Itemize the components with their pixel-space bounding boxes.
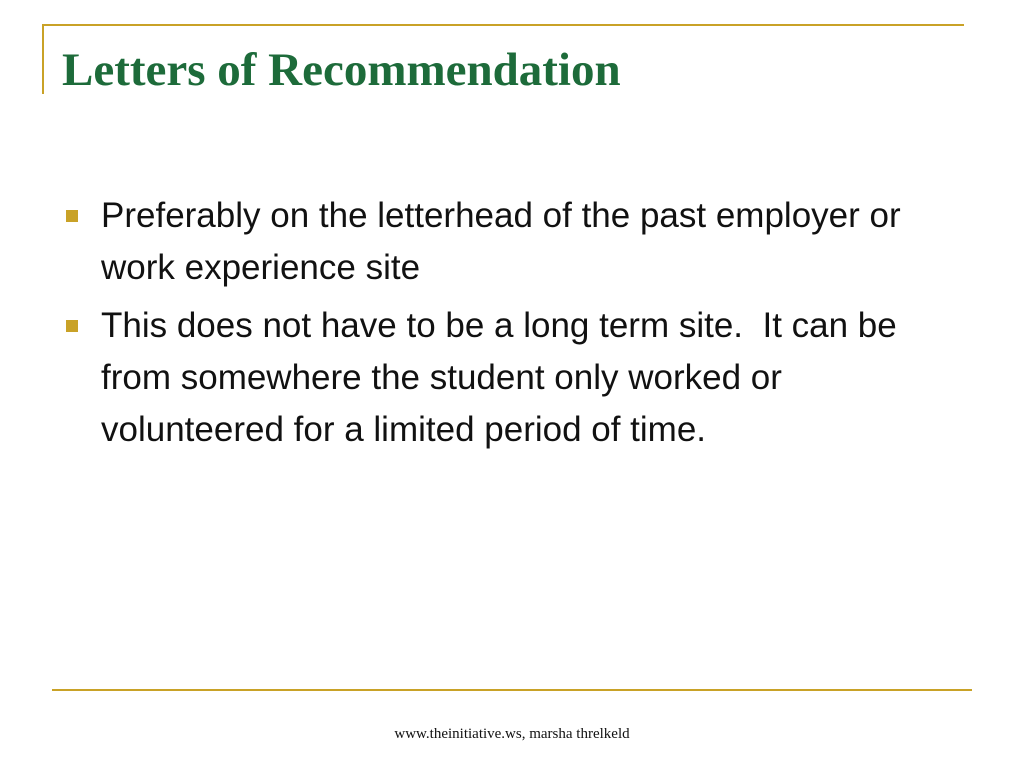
bullet-text: This does not have to be a long term site. It can be from somewhere the student only worked or volunteered for a limited period of time. <box>101 306 907 449</box>
bottom-accent-line <box>52 689 972 691</box>
bullet-text: Preferably on the letterhead of the past employer or work experience site <box>101 196 911 287</box>
square-bullet-icon <box>66 210 78 222</box>
square-bullet-icon <box>66 320 78 332</box>
top-accent-line <box>43 24 964 26</box>
slide-title: Letters of Recommendation <box>62 44 621 96</box>
left-accent-line <box>42 24 44 94</box>
footer-credit: www.theinitiative.ws, marsha threlkeld <box>394 726 630 742</box>
bullet-list <box>64 190 944 462</box>
bullet-item <box>64 300 944 456</box>
bullet-item <box>64 190 944 294</box>
